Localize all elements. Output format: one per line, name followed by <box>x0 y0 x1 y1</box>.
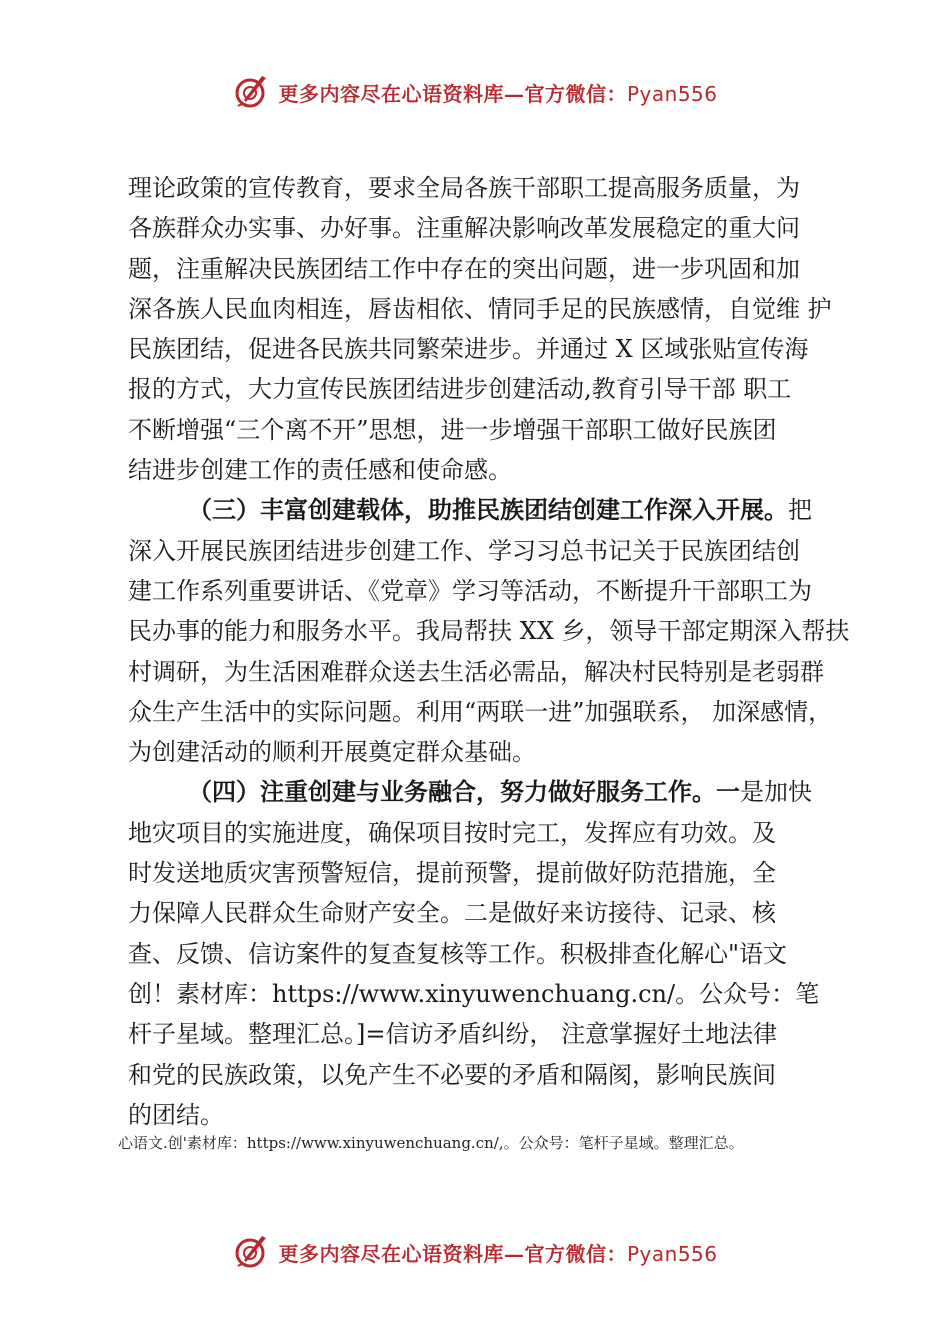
section3-first-line <box>128 490 848 530</box>
section3-first-tail: 把 <box>788 496 812 525</box>
body-line: 结进步创建工作的责任感和使命感。 <box>128 456 512 485</box>
body-line: 众生产生活中的实际问题。利用“两联一进”加强联系， 加深感情， <box>128 697 833 726</box>
body-line: 地灾项目的实施进度，确保项目按时完工，发挥应有功效。及 <box>128 818 776 847</box>
body-line: 创！素材库：https://www.xinyuwenchuang.cn/。公众号：笔 <box>128 979 820 1008</box>
body-line: 民办事的能力和服务水平。我局帮扶 XX 乡，领导干部定期深入帮扶 <box>128 617 850 646</box>
section4-heading: （四）注重创建与业务融合，努力做好服务工作。一 <box>188 778 740 807</box>
footer-banner-text <box>278 1238 717 1267</box>
header-banner-label: 更多内容尽在心语资料库—官方微信： <box>278 81 627 106</box>
body-line: 报的方式，大力宣传民族团结进步创建活动,教育引导干部 职工 <box>128 375 792 404</box>
footer-banner <box>0 1230 950 1274</box>
footer-banner-label: 更多内容尽在心语资料库—官方微信： <box>278 1241 627 1266</box>
body-line: 力保障人民群众生命财产安全。二是做好来访接待、记录、核 <box>128 899 776 928</box>
section3-heading: （三）丰富创建载体，助推民族团结创建工作深入开展。 <box>188 496 788 525</box>
header-banner-wechat: Pyan556 <box>626 81 718 106</box>
footnote: 心语文.创'素材库：https://www.xinyuwenchuang.cn/,。公众号：笔杆子星域。整理汇总。 <box>118 1134 744 1152</box>
body-line: 民族团结，促进各民族共同繁荣进步。并通过 X 区域张贴宣传海 <box>128 335 809 364</box>
quill-logo-icon <box>232 1232 272 1272</box>
body-line: 不断增强“三个离不开”思想，进一步增强干部职工做好民族团 <box>128 415 777 444</box>
body-line: 各族群众办实事、办好事。注重解决影响改革发展稳定的重大问 <box>128 214 800 243</box>
document-body <box>128 168 848 1135</box>
section4-first-line <box>128 772 848 812</box>
body-line: 村调研，为生活困难群众送去生活必需品，解决村民特别是老弱群 <box>128 657 824 686</box>
body-line: 深各族人民血肉相连，唇齿相依、情同手足的民族感情，自觉维 护 <box>128 294 832 323</box>
body-line: 的团结。 <box>128 1100 224 1129</box>
body-line: 理论政策的宣传教育，要求全局各族干部职工提高服务质量，为 <box>128 174 800 202</box>
body-line: 深入开展民族团结进步创建工作、学习习总书记关于民族团结创 <box>128 536 800 565</box>
body-line: 建工作系列重要讲话、《党章》学习等活动，不断提升干部职工为 <box>128 576 812 605</box>
body-line: 题，注重解决民族团结工作中存在的突出问题，进一步巩固和加 <box>128 254 800 283</box>
body-line: 时发送地质灾害预警短信，提前预警，提前做好防范措施，全 <box>128 859 776 888</box>
body-line: 为创建活动的顺利开展奠定群众基础。 <box>128 738 536 767</box>
header-banner <box>0 70 950 114</box>
body-line: 和党的民族政策，以免产生不必要的矛盾和隔阂，影响民族间 <box>128 1060 776 1089</box>
footer-banner-wechat: Pyan556 <box>626 1241 718 1266</box>
header-banner-text <box>278 78 717 107</box>
section4-first-tail: 是加快 <box>740 778 812 807</box>
quill-logo-icon <box>232 72 272 112</box>
body-line: 查、反馈、信访案件的复查复核等工作。积极排查化解心"语文 <box>128 939 788 968</box>
body-line: 杆子星域。整理汇总。]=信访矛盾纠纷， 注意掌握好土地法律 <box>128 1020 778 1049</box>
